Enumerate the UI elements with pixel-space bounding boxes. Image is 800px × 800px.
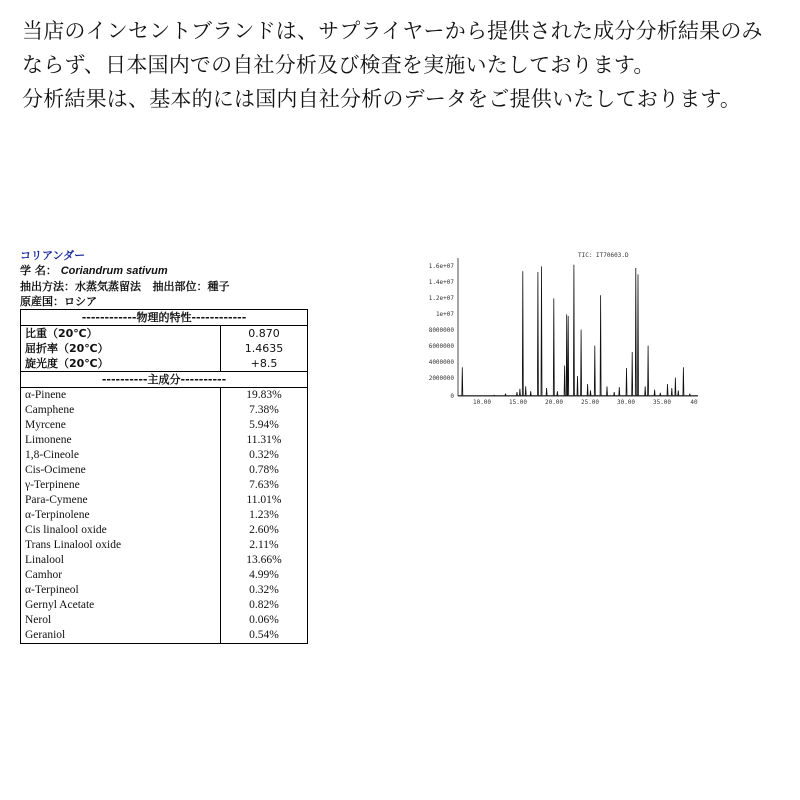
- table-row: [21, 478, 308, 493]
- table-row: [21, 628, 308, 644]
- x-tick-label: 30.00: [616, 399, 636, 406]
- table-row: [21, 433, 308, 448]
- component-name: Limonene: [25, 434, 72, 446]
- property-value: +8.5: [221, 356, 308, 372]
- component-value: 1.23%: [221, 508, 308, 523]
- table-row: [21, 326, 308, 342]
- chromatogram-trace: [458, 265, 698, 396]
- intro-paragraph-1: 当店のインセントブランドは、サプライヤーから提供された成分分析結果のみならず、日本国内での自社分析及び検査を実施いたしております。: [22, 19, 763, 77]
- component-name: α-Pinene: [21, 388, 221, 404]
- component-value: 2.60%: [221, 523, 308, 538]
- component-value: 11.31%: [221, 433, 308, 448]
- y-tick-label: 1.2e+07: [428, 295, 454, 302]
- component-value: 0.82%: [221, 598, 308, 613]
- component-value: 0.32%: [221, 583, 308, 598]
- y-tick-label: 6000000: [428, 343, 454, 350]
- y-tick-label: 4000000: [428, 359, 454, 366]
- y-tick-label: 1.6e+07: [428, 263, 454, 270]
- component-name: Para-Cymene: [25, 494, 88, 506]
- chromatogram-plot: [412, 250, 702, 410]
- component-value: 0.32%: [221, 448, 308, 463]
- y-tick-label: 2000000: [428, 375, 454, 382]
- component-name: Cis linalool oxide: [25, 524, 107, 536]
- table-row: [21, 583, 308, 598]
- component-name: γ-Terpinene: [25, 479, 80, 491]
- intro-text: [22, 14, 782, 116]
- chromatogram-label: TIC: IT70603.D: [578, 252, 629, 259]
- x-tick-label: 25.00: [580, 399, 600, 406]
- component-name: α-Terpinolene: [25, 509, 90, 521]
- table-row: [21, 613, 308, 628]
- table-row: [21, 341, 308, 356]
- component-value: 4.99%: [221, 568, 308, 583]
- extraction-method-label: 抽出方法：: [20, 280, 75, 293]
- property-name: 旋光度（20℃）: [25, 357, 109, 370]
- property-value: 1.4635: [221, 341, 308, 356]
- component-name: Trans Linalool oxide: [25, 539, 122, 551]
- component-name: Linalool: [25, 554, 64, 566]
- component-name: Gernyl Acetate: [25, 599, 95, 611]
- property-name: 比重（20℃）: [21, 326, 221, 342]
- y-axis-ticks: [429, 263, 455, 400]
- component-value: 5.94%: [221, 418, 308, 433]
- extraction-part: 種子: [207, 280, 230, 293]
- analysis-spec-sheet: [20, 248, 308, 644]
- property-name: 屈折率（20℃）: [25, 342, 109, 355]
- table-row: [21, 388, 308, 404]
- x-tick-label: 15.00: [508, 399, 528, 406]
- component-value: 2.11%: [221, 538, 308, 553]
- component-name: Myrcene: [25, 419, 66, 431]
- y-tick-label: 1.4e+07: [428, 279, 454, 286]
- component-value: 11.01%: [221, 493, 308, 508]
- spec-header: [20, 248, 308, 309]
- component-name: Nerol: [25, 614, 52, 626]
- properties-table: [20, 309, 308, 644]
- x-tick-label: 10.00: [472, 399, 492, 406]
- origin-country: ロシア: [64, 295, 97, 308]
- table-row: [21, 493, 308, 508]
- component-name: Camphene: [25, 404, 75, 416]
- component-value: 0.06%: [221, 613, 308, 628]
- table-row: [21, 356, 308, 372]
- table-row: [21, 553, 308, 568]
- y-tick-label: 8000000: [428, 327, 454, 334]
- x-tick-label: 40: [690, 399, 698, 406]
- table-row: [21, 448, 308, 463]
- property-value: 0.870: [221, 326, 308, 342]
- components-header-row: [21, 372, 308, 388]
- table-row: [21, 538, 308, 553]
- scientific-name: Coriandrum sativum: [60, 265, 168, 277]
- scientific-name-label: 学 名：: [20, 264, 57, 277]
- y-tick-label: 1e+07: [435, 311, 454, 318]
- table-row: [21, 403, 308, 418]
- component-name: Cis-Ocimene: [25, 464, 86, 476]
- table-row: [21, 523, 308, 538]
- extraction-part-label: 抽出部位：: [152, 280, 208, 293]
- component-value: 0.78%: [221, 463, 308, 478]
- component-name: Camhor: [25, 569, 63, 581]
- intro-paragraph-2: 分析結果は、基本的には国内自社分析のデータをご提供いたしております。: [22, 87, 742, 111]
- y-tick-label: 0: [450, 393, 454, 400]
- product-title: コリアンダー: [20, 249, 86, 262]
- x-axis-ticks: [473, 399, 698, 406]
- table-row: [21, 598, 308, 613]
- physical-properties-header-row: [21, 310, 308, 326]
- table-row: [21, 568, 308, 583]
- component-value: 7.63%: [221, 478, 308, 493]
- component-name: Geraniol: [25, 629, 66, 641]
- x-tick-label: 35.00: [652, 399, 672, 406]
- table-row: [21, 508, 308, 523]
- table-row: [21, 418, 308, 433]
- chromatogram-peaks: [458, 265, 698, 396]
- x-tick-label: 20.00: [544, 399, 564, 406]
- physical-properties-header: ------------物理的特性------------: [81, 311, 247, 324]
- component-name: 1,8-Cineole: [25, 449, 79, 461]
- extraction-method: 水蒸気蒸留法: [75, 280, 141, 293]
- component-value: 0.54%: [221, 628, 308, 644]
- component-value: 7.38%: [221, 403, 308, 418]
- component-value: 19.83%: [221, 388, 308, 404]
- component-value: 13.66%: [221, 553, 308, 568]
- table-row: [21, 463, 308, 478]
- components-header: ----------主成分----------: [21, 372, 308, 388]
- component-name: α-Terpineol: [25, 584, 79, 596]
- gc-chromatogram: [412, 250, 702, 410]
- origin-label: 原産国：: [20, 295, 64, 308]
